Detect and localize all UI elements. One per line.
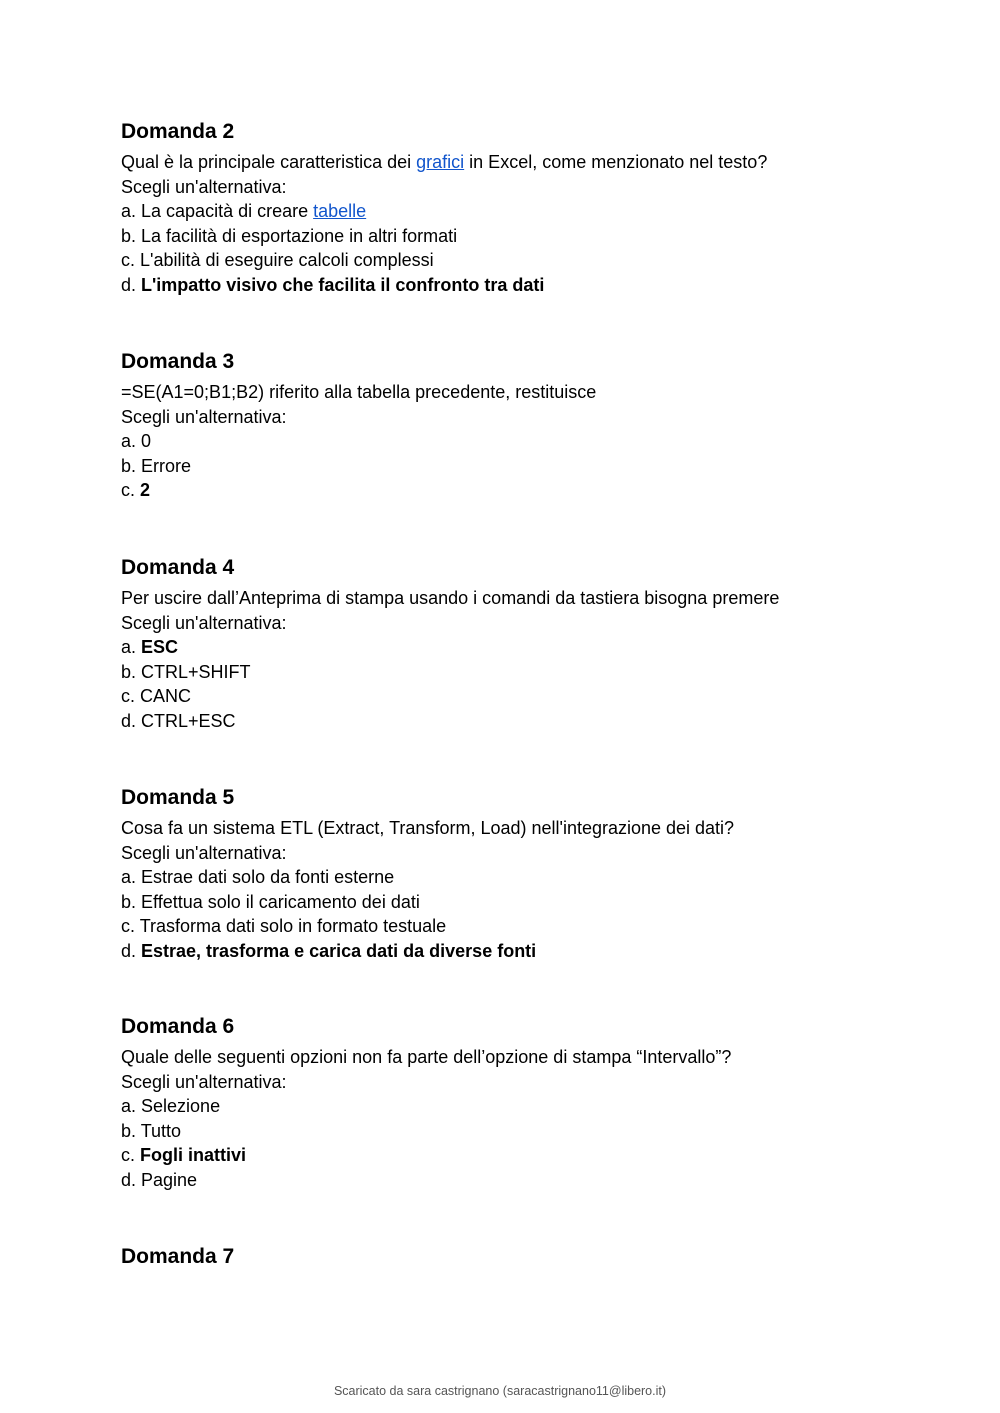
option-prefix: b. <box>121 1120 141 1141</box>
option-d <box>121 939 921 964</box>
question-prompt: Per uscire dall’Anteprima di stampa usando i comandi da tastiera bisogna premere <box>121 588 780 608</box>
option-a <box>121 1094 921 1119</box>
option-b <box>121 1119 921 1144</box>
option-text: 0 <box>141 431 152 451</box>
question-4 <box>121 554 921 733</box>
question-3 <box>121 348 921 503</box>
choose-instruction: Scegli un'alternativa: <box>121 406 287 427</box>
question-title: Domanda 4 <box>121 556 235 579</box>
option-text: Selezione <box>141 1096 221 1116</box>
prompt-text: Qual è la principale caratteristica dei <box>121 152 417 172</box>
question-title: Domanda 3 <box>121 350 235 373</box>
question-title: Domanda 5 <box>121 786 235 809</box>
question-title: Domanda 2 <box>121 120 235 143</box>
option-prefix: b. <box>121 225 142 246</box>
option-prefix: c. <box>121 250 141 270</box>
prompt-text: in Excel, come menzionato nel testo? <box>464 152 768 172</box>
option-c <box>121 1143 921 1168</box>
correct-option-text: Estrae, trasforma e carica dati da diverse fonti <box>141 940 537 961</box>
option-prefix: c. <box>121 1145 141 1165</box>
download-footer: Scaricato da sara castrignano (saracastrignano11@libero.it) <box>333 1384 667 1398</box>
question-prompt <box>121 150 921 175</box>
option-prefix: a. <box>121 201 142 221</box>
option-a <box>121 429 921 454</box>
option-text: La facilità di esportazione in altri formati <box>141 225 458 246</box>
option-text: L'abilità di eseguire calcoli complessi <box>140 250 434 270</box>
question-2 <box>121 118 921 297</box>
tabelle-link[interactable]: tabelle <box>313 201 367 221</box>
option-text: CTRL+SHIFT <box>141 661 251 682</box>
option-prefix: d. <box>121 1169 142 1190</box>
question-prompt: Cosa fa un sistema ETL (Extract, Transform, Load) nell'integrazione dei dati? <box>121 818 735 838</box>
option-prefix: c. <box>121 686 141 706</box>
option-text: Tutto <box>140 1120 182 1141</box>
option-prefix: c. <box>121 480 141 500</box>
question-5 <box>121 784 921 963</box>
option-prefix: b. <box>121 891 142 912</box>
option-prefix: a. <box>121 637 142 657</box>
option-c <box>121 478 921 503</box>
option-text: Trasforma dati solo in formato testuale <box>139 916 447 936</box>
option-d <box>121 273 921 298</box>
correct-option-text: Fogli inattivi <box>140 1145 247 1165</box>
choose-instruction: Scegli un'alternativa: <box>121 612 287 633</box>
option-text: CANC <box>140 686 192 706</box>
option-b <box>121 660 921 685</box>
option-a <box>121 635 921 660</box>
question-7 <box>121 1243 921 1275</box>
option-prefix: d. <box>121 710 142 731</box>
question-title: Domanda 6 <box>121 1015 235 1038</box>
option-prefix: b. <box>121 661 142 682</box>
grafici-link[interactable]: grafici <box>416 152 465 172</box>
option-text: Effettua solo il caricamento dei dati <box>141 891 420 912</box>
question-6 <box>121 1013 921 1192</box>
option-prefix: c. <box>121 916 140 936</box>
option-b <box>121 454 921 479</box>
correct-option-text: ESC <box>141 637 179 657</box>
option-text: Pagine <box>141 1169 198 1190</box>
question-prompt: =SE(A1=0;B1;B2) riferito alla tabella precedente, restituisce <box>121 382 597 402</box>
option-text: Estrae dati solo da fonti esterne <box>141 867 395 887</box>
question-title: Domanda 7 <box>121 1245 235 1268</box>
correct-option-text: 2 <box>140 480 151 500</box>
choose-instruction: Scegli un'alternativa: <box>121 842 287 863</box>
choose-instruction: Scegli un'alternativa: <box>121 176 287 197</box>
option-prefix: d. <box>121 274 142 295</box>
option-prefix: a. <box>121 1096 142 1116</box>
option-d <box>121 1168 921 1193</box>
option-text: La capacità di creare <box>141 201 314 221</box>
option-c <box>121 248 921 273</box>
option-text: CTRL+ESC <box>141 710 236 731</box>
option-text: Errore <box>141 455 192 476</box>
option-c <box>121 684 921 709</box>
correct-option-text: L'impatto visivo che facilita il confronto tra dati <box>141 274 545 295</box>
option-prefix: d. <box>121 940 142 961</box>
option-prefix: a. <box>121 867 142 887</box>
option-b <box>121 224 921 249</box>
option-prefix: a. <box>121 431 142 451</box>
option-a <box>121 865 921 890</box>
option-d <box>121 709 921 734</box>
option-prefix: b. <box>121 455 142 476</box>
question-prompt: Quale delle seguenti opzioni non fa parte dell’opzione di stampa “Intervallo”? <box>121 1047 732 1067</box>
choose-instruction: Scegli un'alternativa: <box>121 1071 287 1092</box>
option-a <box>121 199 921 224</box>
option-c <box>121 914 921 939</box>
option-b <box>121 890 921 915</box>
